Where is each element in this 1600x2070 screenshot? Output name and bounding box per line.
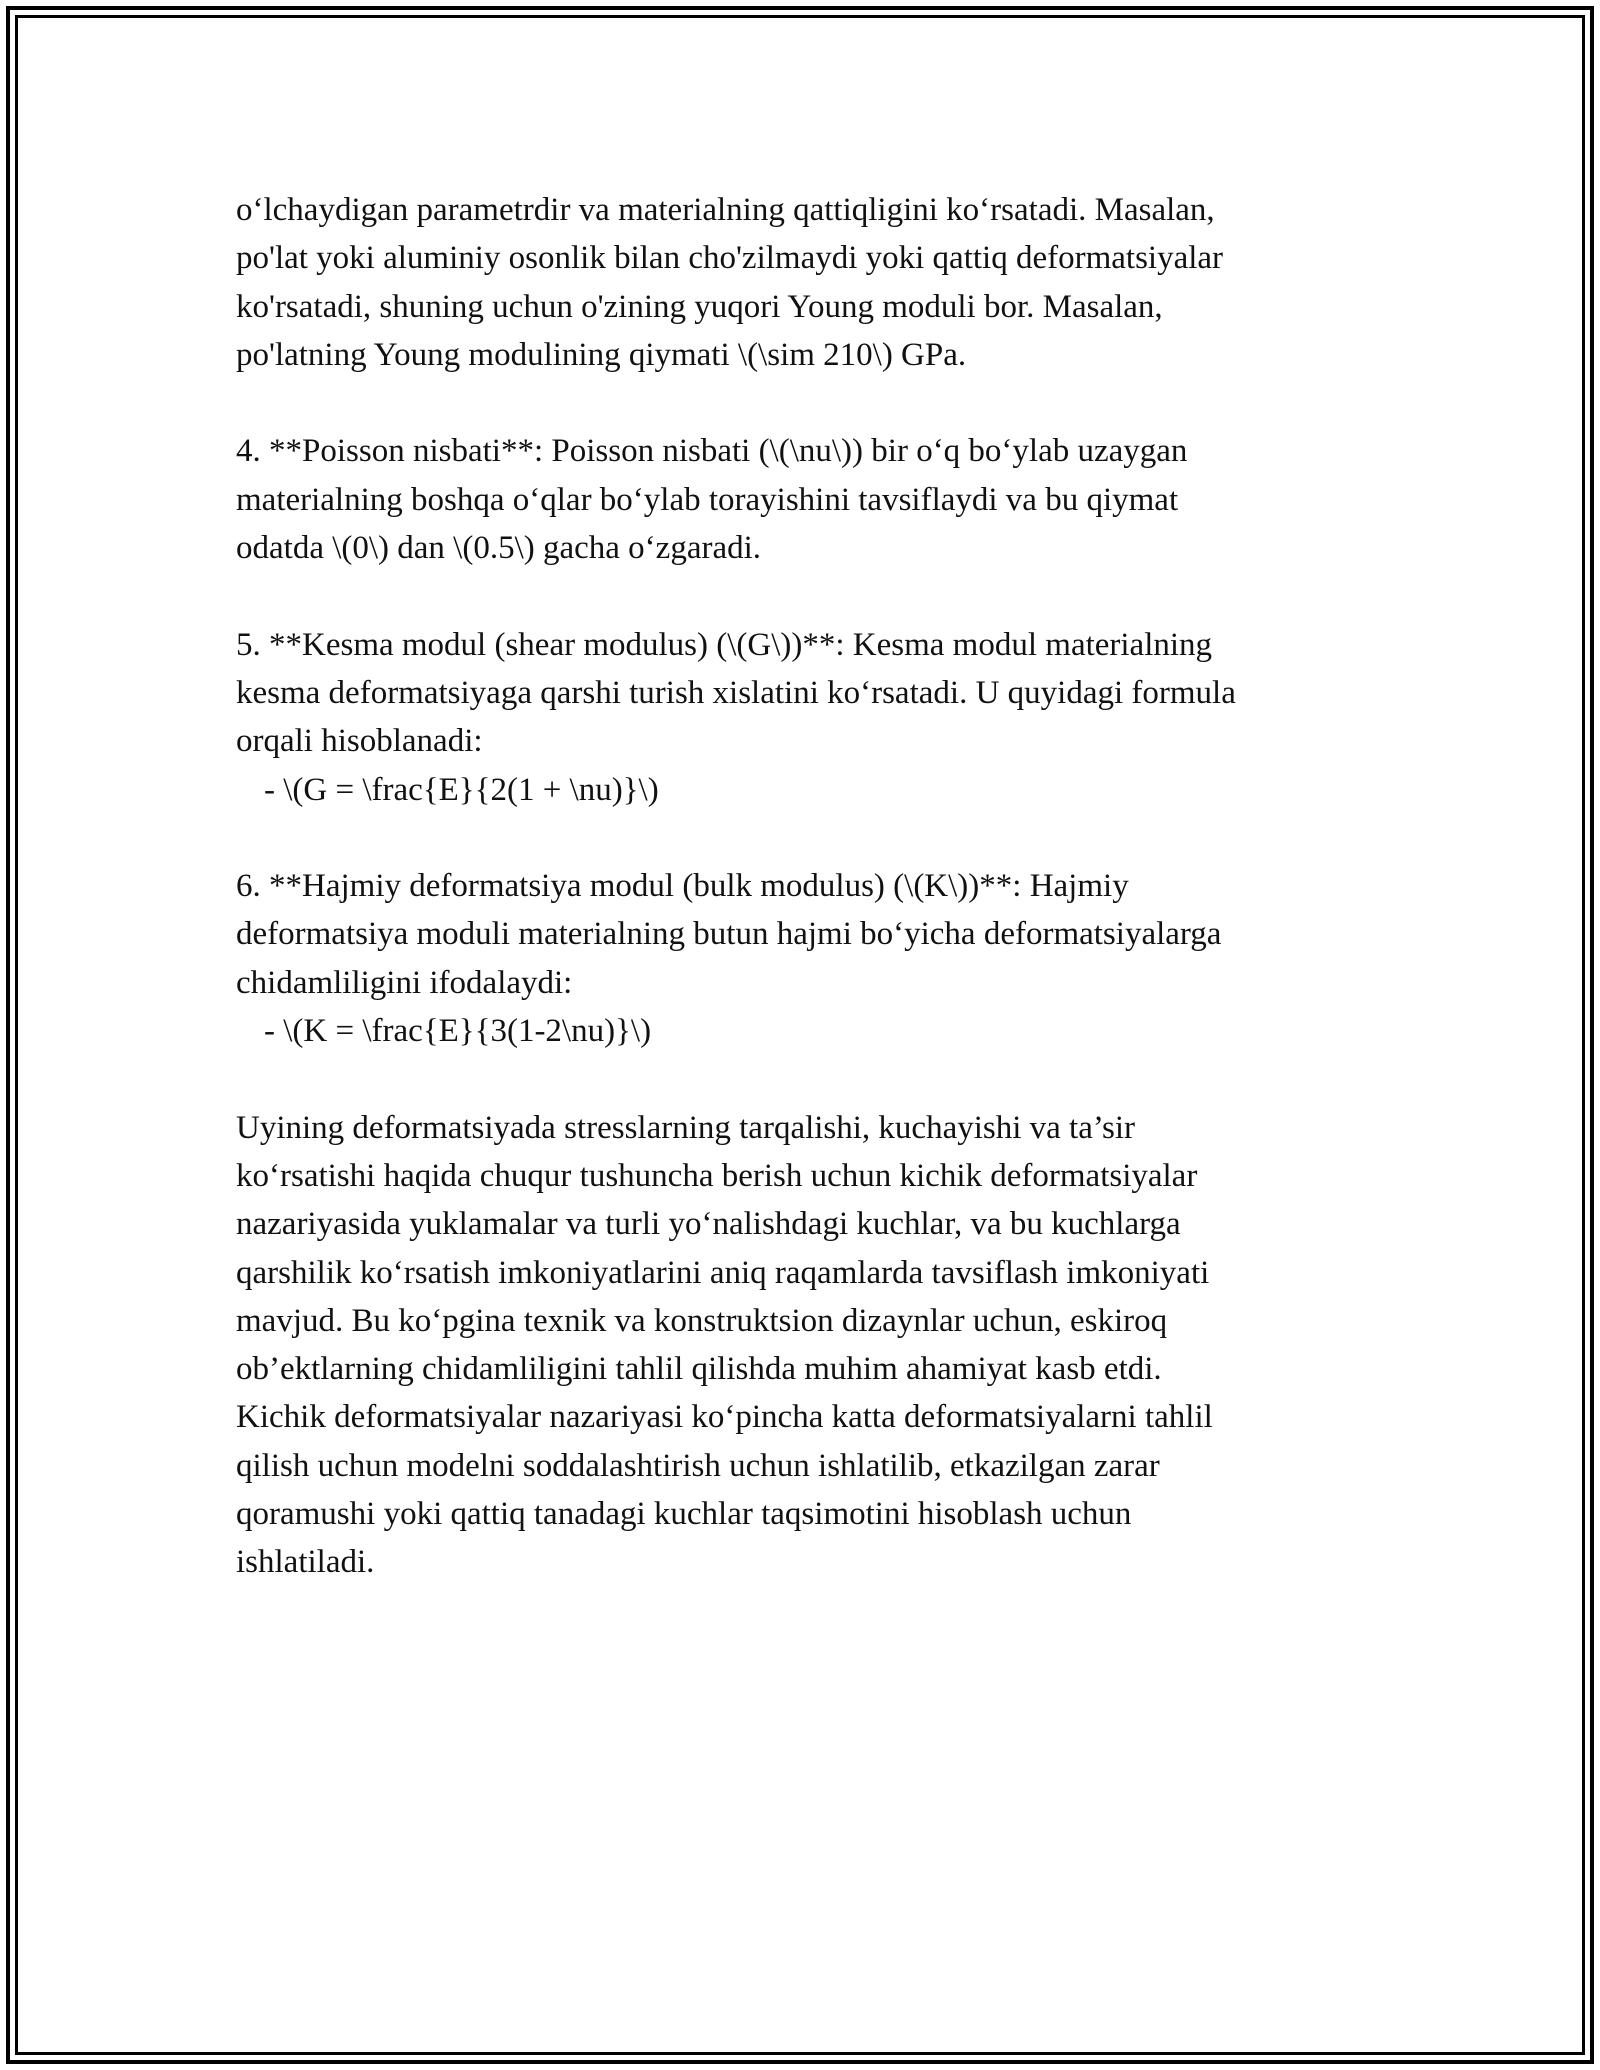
text-line: 5. **Kesma modul (shear modulus) (\(G\))**: Kesma modul materialning — [236, 626, 1213, 663]
text-line: nazariyasida yuklamalar va turli yo‘nalishdagi kuchlar, va bu kuchlarga — [236, 1206, 1181, 1243]
text-line: Kichik deformatsiyalar nazariyasi ko‘pincha katta deformatsiyalarni tahlil — [236, 1399, 1213, 1436]
text-line: kesma deformatsiyaga qarshi turish xislatini ko‘rsatadi. U quyidagi formula — [236, 674, 1236, 711]
text-line: qarshilik ko‘rsatish imkoniyatlarini aniq raqamlarda tavsiflash imkoniyati — [236, 1254, 1210, 1291]
paragraph-young-modulus — [236, 186, 1386, 379]
paragraph-summary — [236, 1104, 1386, 1587]
text-line: 6. **Hajmiy deformatsiya modul (bulk modulus) (\(K\))**: Hajmiy — [236, 868, 1129, 905]
text-line: qoramushi yoki qattiq tanadagi kuchlar taqsimotini hisoblash uchun — [236, 1496, 1132, 1533]
paragraph-bulk-modulus — [236, 862, 1386, 1055]
text-line: ko‘rsatishi haqida chuqur tushuncha berish uchun kichik deformatsiyalar — [236, 1157, 1198, 1194]
document-body — [236, 186, 1386, 1587]
text-line: po'lat yoki aluminiy osonlik bilan cho'zilmaydi yoki qattiq deformatsiyalar — [236, 240, 1224, 277]
text-line: deformatsiya moduli materialning butun hajmi bo‘yicha deformatsiyalarga — [236, 916, 1222, 953]
paragraph-poisson-ratio — [236, 427, 1386, 572]
text-line: ob’ektlarning chidamliligini tahlil qilishda muhim ahamiyat kasb etdi. — [236, 1351, 1162, 1388]
text-line: o‘lchaydigan parametrdir va materialning qattiqligini ko‘rsatadi. Masalan, — [236, 192, 1215, 228]
text-line: qilish uchun modelni soddalashtirish uchun ishlatilib, etkazilgan zarar — [236, 1447, 1160, 1484]
bulk-modulus-formula: - \(K = \frac{E}{3(1-2\nu)}\) — [264, 1013, 652, 1050]
text-line: odatda \(0\) dan \(0.5\) gacha o‘zgaradi. — [236, 530, 762, 567]
text-line: chidamliligini ifodalaydi: — [236, 964, 573, 1001]
paragraph-shear-modulus — [236, 621, 1386, 814]
shear-modulus-formula: - \(G = \frac{E}{2(1 + \nu)}\) — [264, 771, 659, 808]
text-line: materialning boshqa o‘qlar bo‘ylab torayishini tavsiflaydi va bu qiymat — [236, 481, 1179, 518]
text-line: 4. **Poisson nisbati**: Poisson nisbati (\(\nu\)) bir o‘q bo‘ylab uzaygan — [236, 433, 1188, 470]
text-line: Uyining deformatsiyada stresslarning tarqalishi, kuchayishi va ta’sir — [236, 1109, 1136, 1146]
text-line: orqali hisoblanadi: — [236, 723, 483, 760]
text-line: mavjud. Bu ko‘pgina texnik va konstruktsion dizaynlar uchun, eskiroq — [236, 1302, 1168, 1339]
text-line: po'latning Young modulining qiymati \(\sim 210\) GPa. — [236, 336, 967, 373]
text-line: ko'rsatadi, shuning uchun o'zining yuqori Young moduli bor. Masalan, — [236, 288, 1163, 325]
text-line: ishlatiladi. — [236, 1544, 375, 1581]
